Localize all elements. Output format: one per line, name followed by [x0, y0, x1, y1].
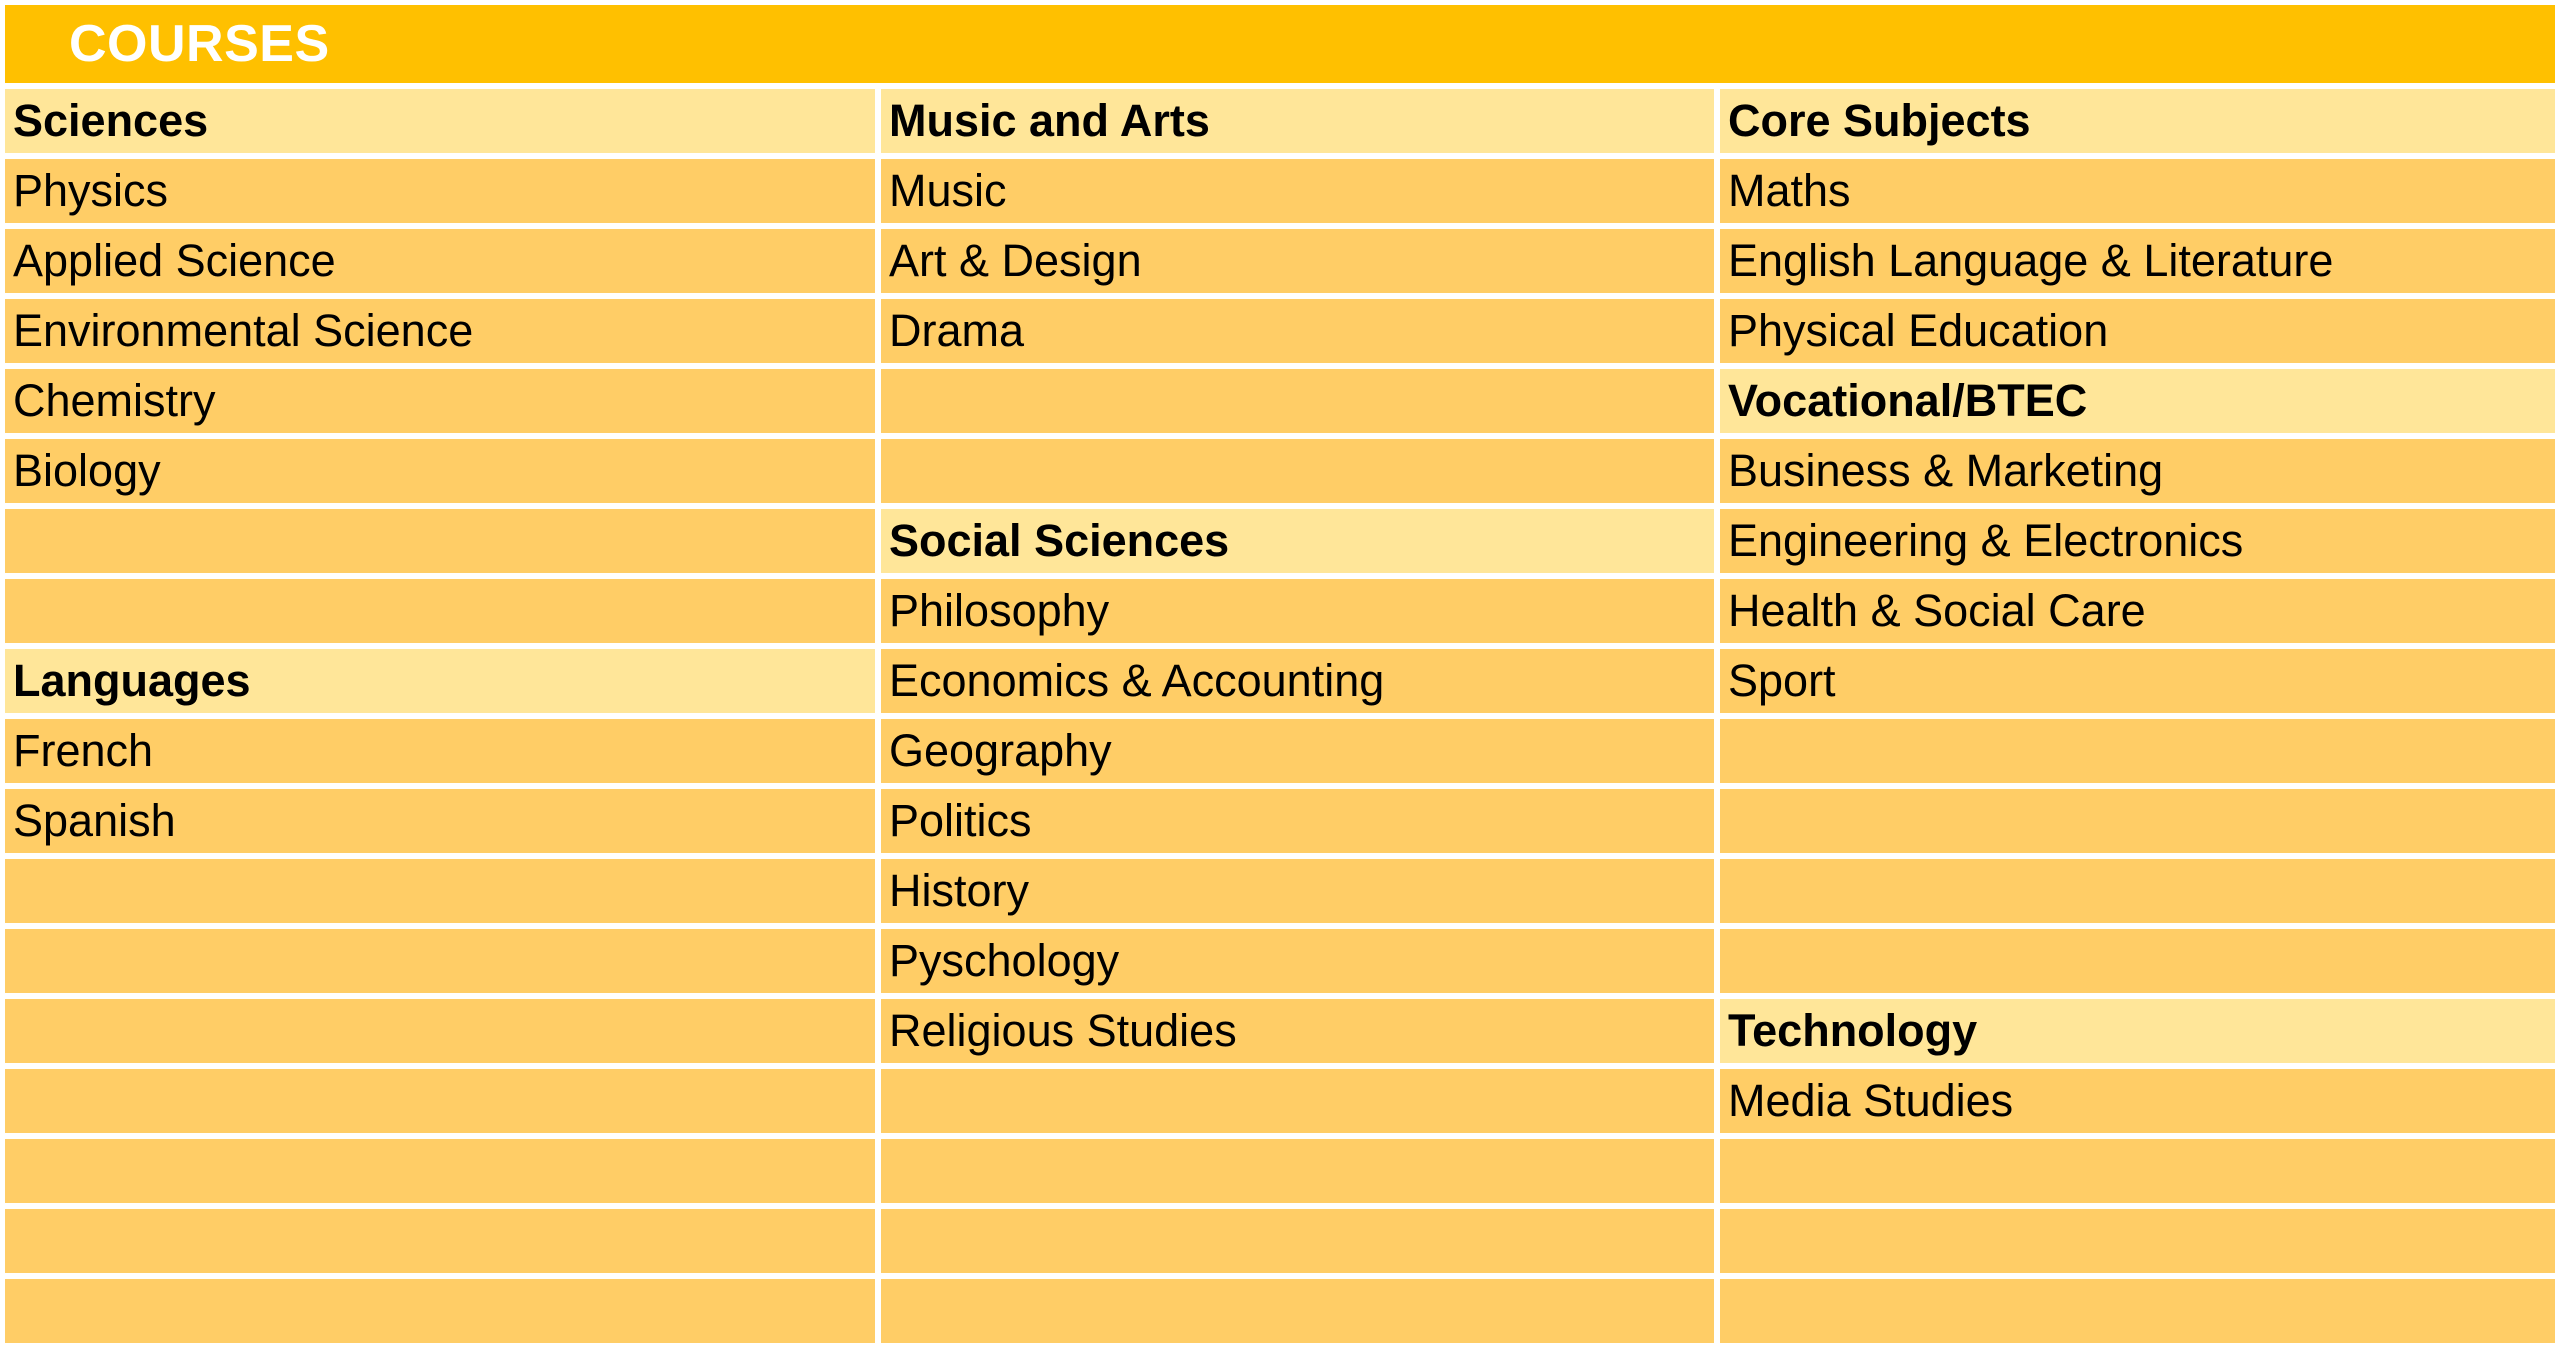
category-heading-cell[interactable]: Vocational/BTEC [1720, 369, 2555, 433]
course-cell[interactable]: Religious Studies [881, 999, 1714, 1063]
category-heading-cell[interactable]: Languages [5, 649, 875, 713]
empty-cell[interactable] [5, 929, 875, 993]
course-cell[interactable]: Maths [1720, 159, 2555, 223]
course-cell[interactable]: Business & Marketing [1720, 439, 2555, 503]
empty-cell[interactable] [881, 1139, 1714, 1203]
empty-cell[interactable] [881, 439, 1714, 503]
empty-cell[interactable] [5, 579, 875, 643]
course-cell[interactable]: Biology [5, 439, 875, 503]
course-cell[interactable]: Sport [1720, 649, 2555, 713]
category-heading-cell[interactable]: Social Sciences [881, 509, 1714, 573]
course-cell[interactable]: Chemistry [5, 369, 875, 433]
course-cell[interactable]: Environmental Science [5, 299, 875, 363]
empty-cell[interactable] [881, 1279, 1714, 1343]
empty-cell[interactable] [1720, 929, 2555, 993]
course-cell[interactable]: English Language & Literature [1720, 229, 2555, 293]
title-bar [5, 5, 2555, 83]
category-heading-cell[interactable]: Sciences [5, 89, 875, 153]
course-cell[interactable]: Health & Social Care [1720, 579, 2555, 643]
courses-sheet [5, 5, 2555, 1346]
course-cell[interactable]: Music [881, 159, 1714, 223]
empty-cell[interactable] [1720, 859, 2555, 923]
course-cell[interactable]: History [881, 859, 1714, 923]
course-cell[interactable]: Spanish [5, 789, 875, 853]
empty-cell[interactable] [1720, 789, 2555, 853]
empty-cell[interactable] [881, 369, 1714, 433]
course-cell[interactable]: Engineering & Electronics [1720, 509, 2555, 573]
category-heading-cell[interactable]: Music and Arts [881, 89, 1714, 153]
course-cell[interactable]: Physical Education [1720, 299, 2555, 363]
empty-cell[interactable] [5, 859, 875, 923]
course-cell[interactable]: Drama [881, 299, 1714, 363]
course-cell[interactable]: Applied Science [5, 229, 875, 293]
category-heading-cell[interactable]: Technology [1720, 999, 2555, 1063]
empty-cell[interactable] [5, 1139, 875, 1203]
empty-cell[interactable] [1720, 719, 2555, 783]
course-cell[interactable]: Pyschology [881, 929, 1714, 993]
empty-cell[interactable] [5, 509, 875, 573]
sheet-title: COURSES [69, 15, 330, 73]
course-cell[interactable]: Media Studies [1720, 1069, 2555, 1133]
empty-cell[interactable] [1720, 1139, 2555, 1203]
course-cell[interactable]: Geography [881, 719, 1714, 783]
course-cell[interactable]: Economics & Accounting [881, 649, 1714, 713]
course-cell[interactable]: Art & Design [881, 229, 1714, 293]
course-cell[interactable]: Physics [5, 159, 875, 223]
course-cell[interactable]: French [5, 719, 875, 783]
empty-cell[interactable] [881, 1069, 1714, 1133]
course-cell[interactable]: Philosophy [881, 579, 1714, 643]
empty-cell[interactable] [1720, 1209, 2555, 1273]
empty-cell[interactable] [5, 1279, 875, 1343]
empty-cell[interactable] [5, 1209, 875, 1273]
empty-cell[interactable] [1720, 1279, 2555, 1343]
empty-cell[interactable] [5, 1069, 875, 1133]
category-heading-cell[interactable]: Core Subjects [1720, 89, 2555, 153]
empty-cell[interactable] [5, 999, 875, 1063]
course-cell[interactable]: Politics [881, 789, 1714, 853]
empty-cell[interactable] [881, 1209, 1714, 1273]
course-grid [5, 89, 2555, 1346]
